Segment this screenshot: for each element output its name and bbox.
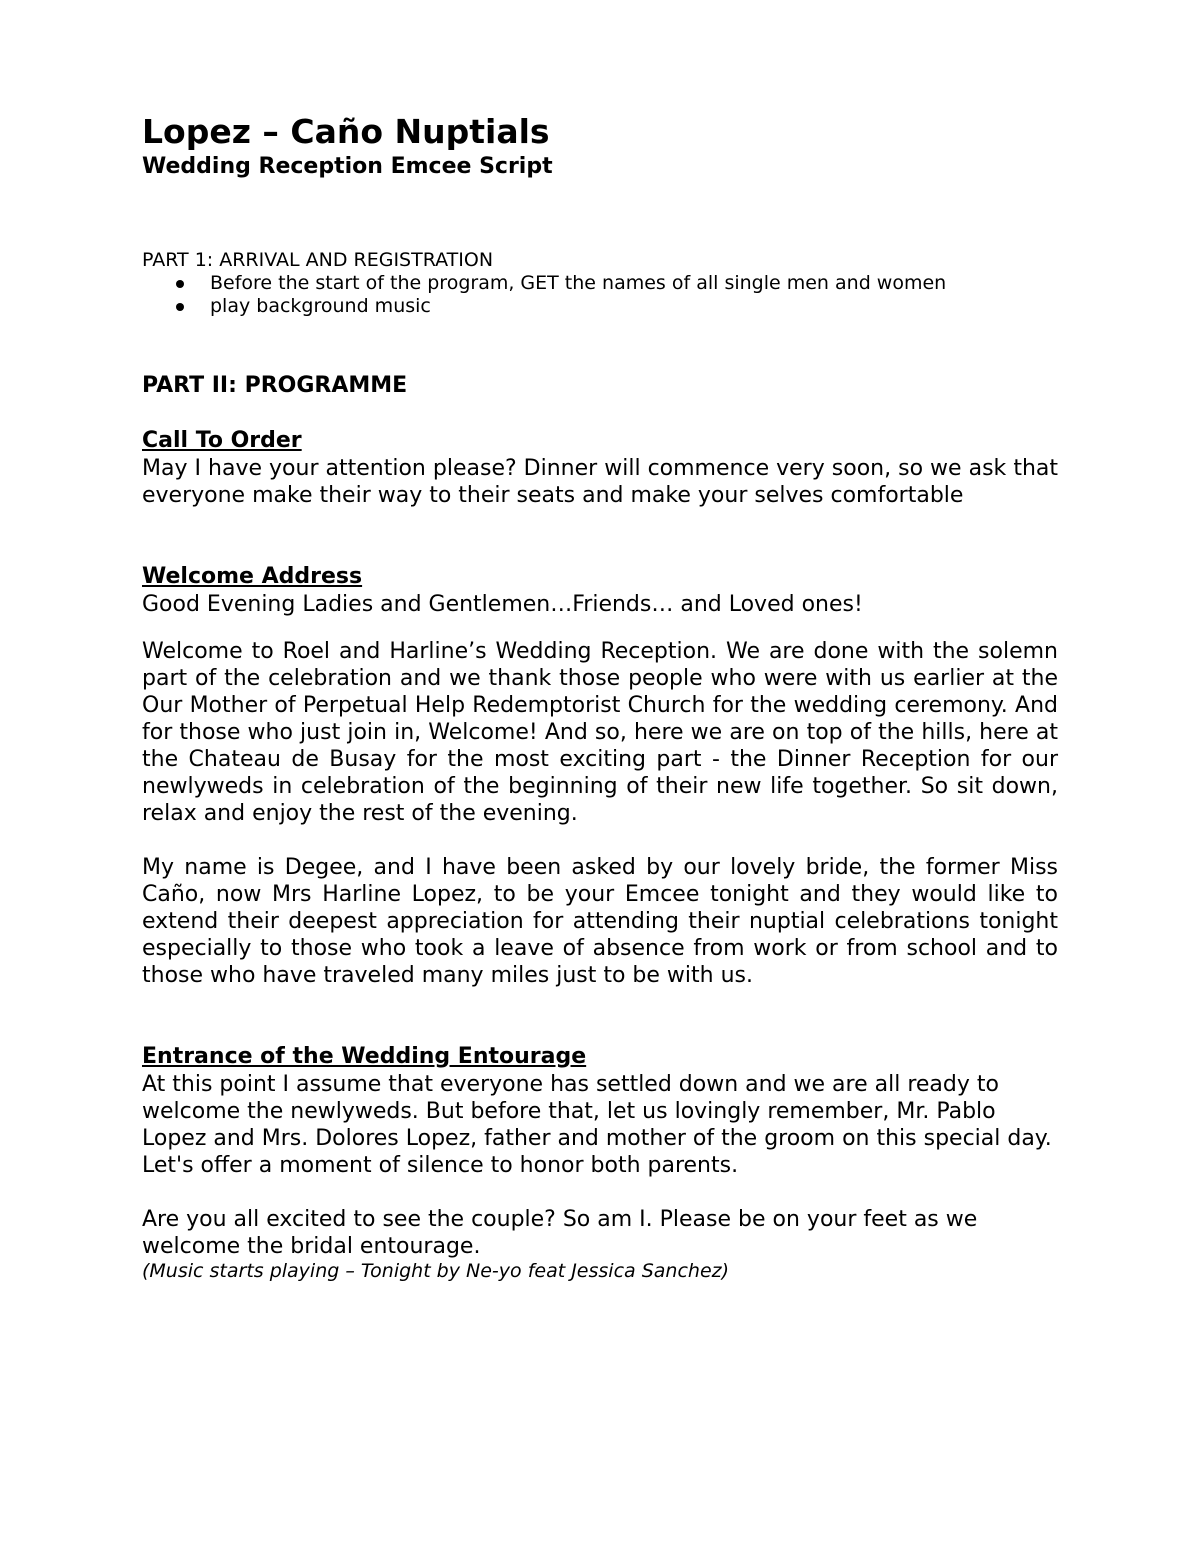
- call-to-order-heading: Call To Order: [142, 428, 302, 453]
- document-page: [142, 112, 1058, 1282]
- part2-heading: PART II: PROGRAMME: [142, 373, 408, 398]
- welcome-greeting: Good Evening Ladies and Gentlemen…Friends… and Loved ones!: [142, 592, 863, 617]
- welcome-paragraph-1: Welcome to Roel and Harline’s Wedding Reception. We are done with the solemn part of the celebration and we thank those people who were with us earlier at the Our Mother of Perpetual Help Redemptorist Church for the wedding ceremony. And for those who just join in, Welcome! And so, here we are on top of the hills, here at the Chateau de Busay for the most exciting part - the Dinner Reception for our newlyweds in celebration of the beginning of their new life together. So sit down, relax and enjoy the rest of the evening.: [142, 639, 1058, 826]
- call-to-order-text: May I have your attention please? Dinner will commence very soon, so we ask that everyone make their way to their seats and make your selves comfortable: [142, 456, 1058, 508]
- music-note: (Music starts playing – Tonight by Ne-yo feat Jessica Sanchez): [142, 1260, 730, 1282]
- list-item: [210, 295, 1058, 318]
- call-to-order-section: [142, 427, 1058, 509]
- document-title: Lopez – Caño Nuptials: [142, 112, 550, 151]
- part1-heading: PART 1: ARRIVAL AND REGISTRATION: [142, 249, 494, 271]
- list-item-text: Before the start of the program, GET the names of all single men and women: [210, 272, 947, 294]
- entrance-heading: Entrance of the Wedding Entourage: [142, 1044, 587, 1069]
- entrance-paragraph-1: At this point I assume that everyone has settled down and we are all ready to welcome the newlyweds. But before that, let us lovingly remember, Mr. Pablo Lopez and Mrs. Dolores Lopez, father and mother of the groom on this special day. Let's offer a moment of silence to honor both parents.: [142, 1072, 1052, 1178]
- bullet-icon: [176, 280, 184, 288]
- list-item: [210, 272, 1058, 295]
- welcome-address-section: [142, 563, 1058, 989]
- welcome-address-heading: Welcome Address: [142, 564, 363, 589]
- welcome-paragraph-2: My name is Degee, and I have been asked by our lovely bride, the former Miss Caño, now Mrs Harline Lopez, to be your Emcee tonight and they would like to extend their deepest appreciation for attending their nuptial celebrations tonight especially to those who took a leave of absence from work or from school and to those who have traveled many miles just to be with us.: [142, 855, 1058, 988]
- document-subtitle: Wedding Reception Emcee Script: [142, 154, 553, 179]
- bullet-icon: [176, 303, 184, 311]
- entrance-section: [142, 1043, 1058, 1282]
- entrance-paragraph-2: Are you all excited to see the couple? So am I. Please be on your feet as we welcome the bridal entourage.: [142, 1207, 978, 1259]
- part1-bullet-list: [142, 272, 1058, 318]
- list-item-text: play background music: [210, 295, 431, 317]
